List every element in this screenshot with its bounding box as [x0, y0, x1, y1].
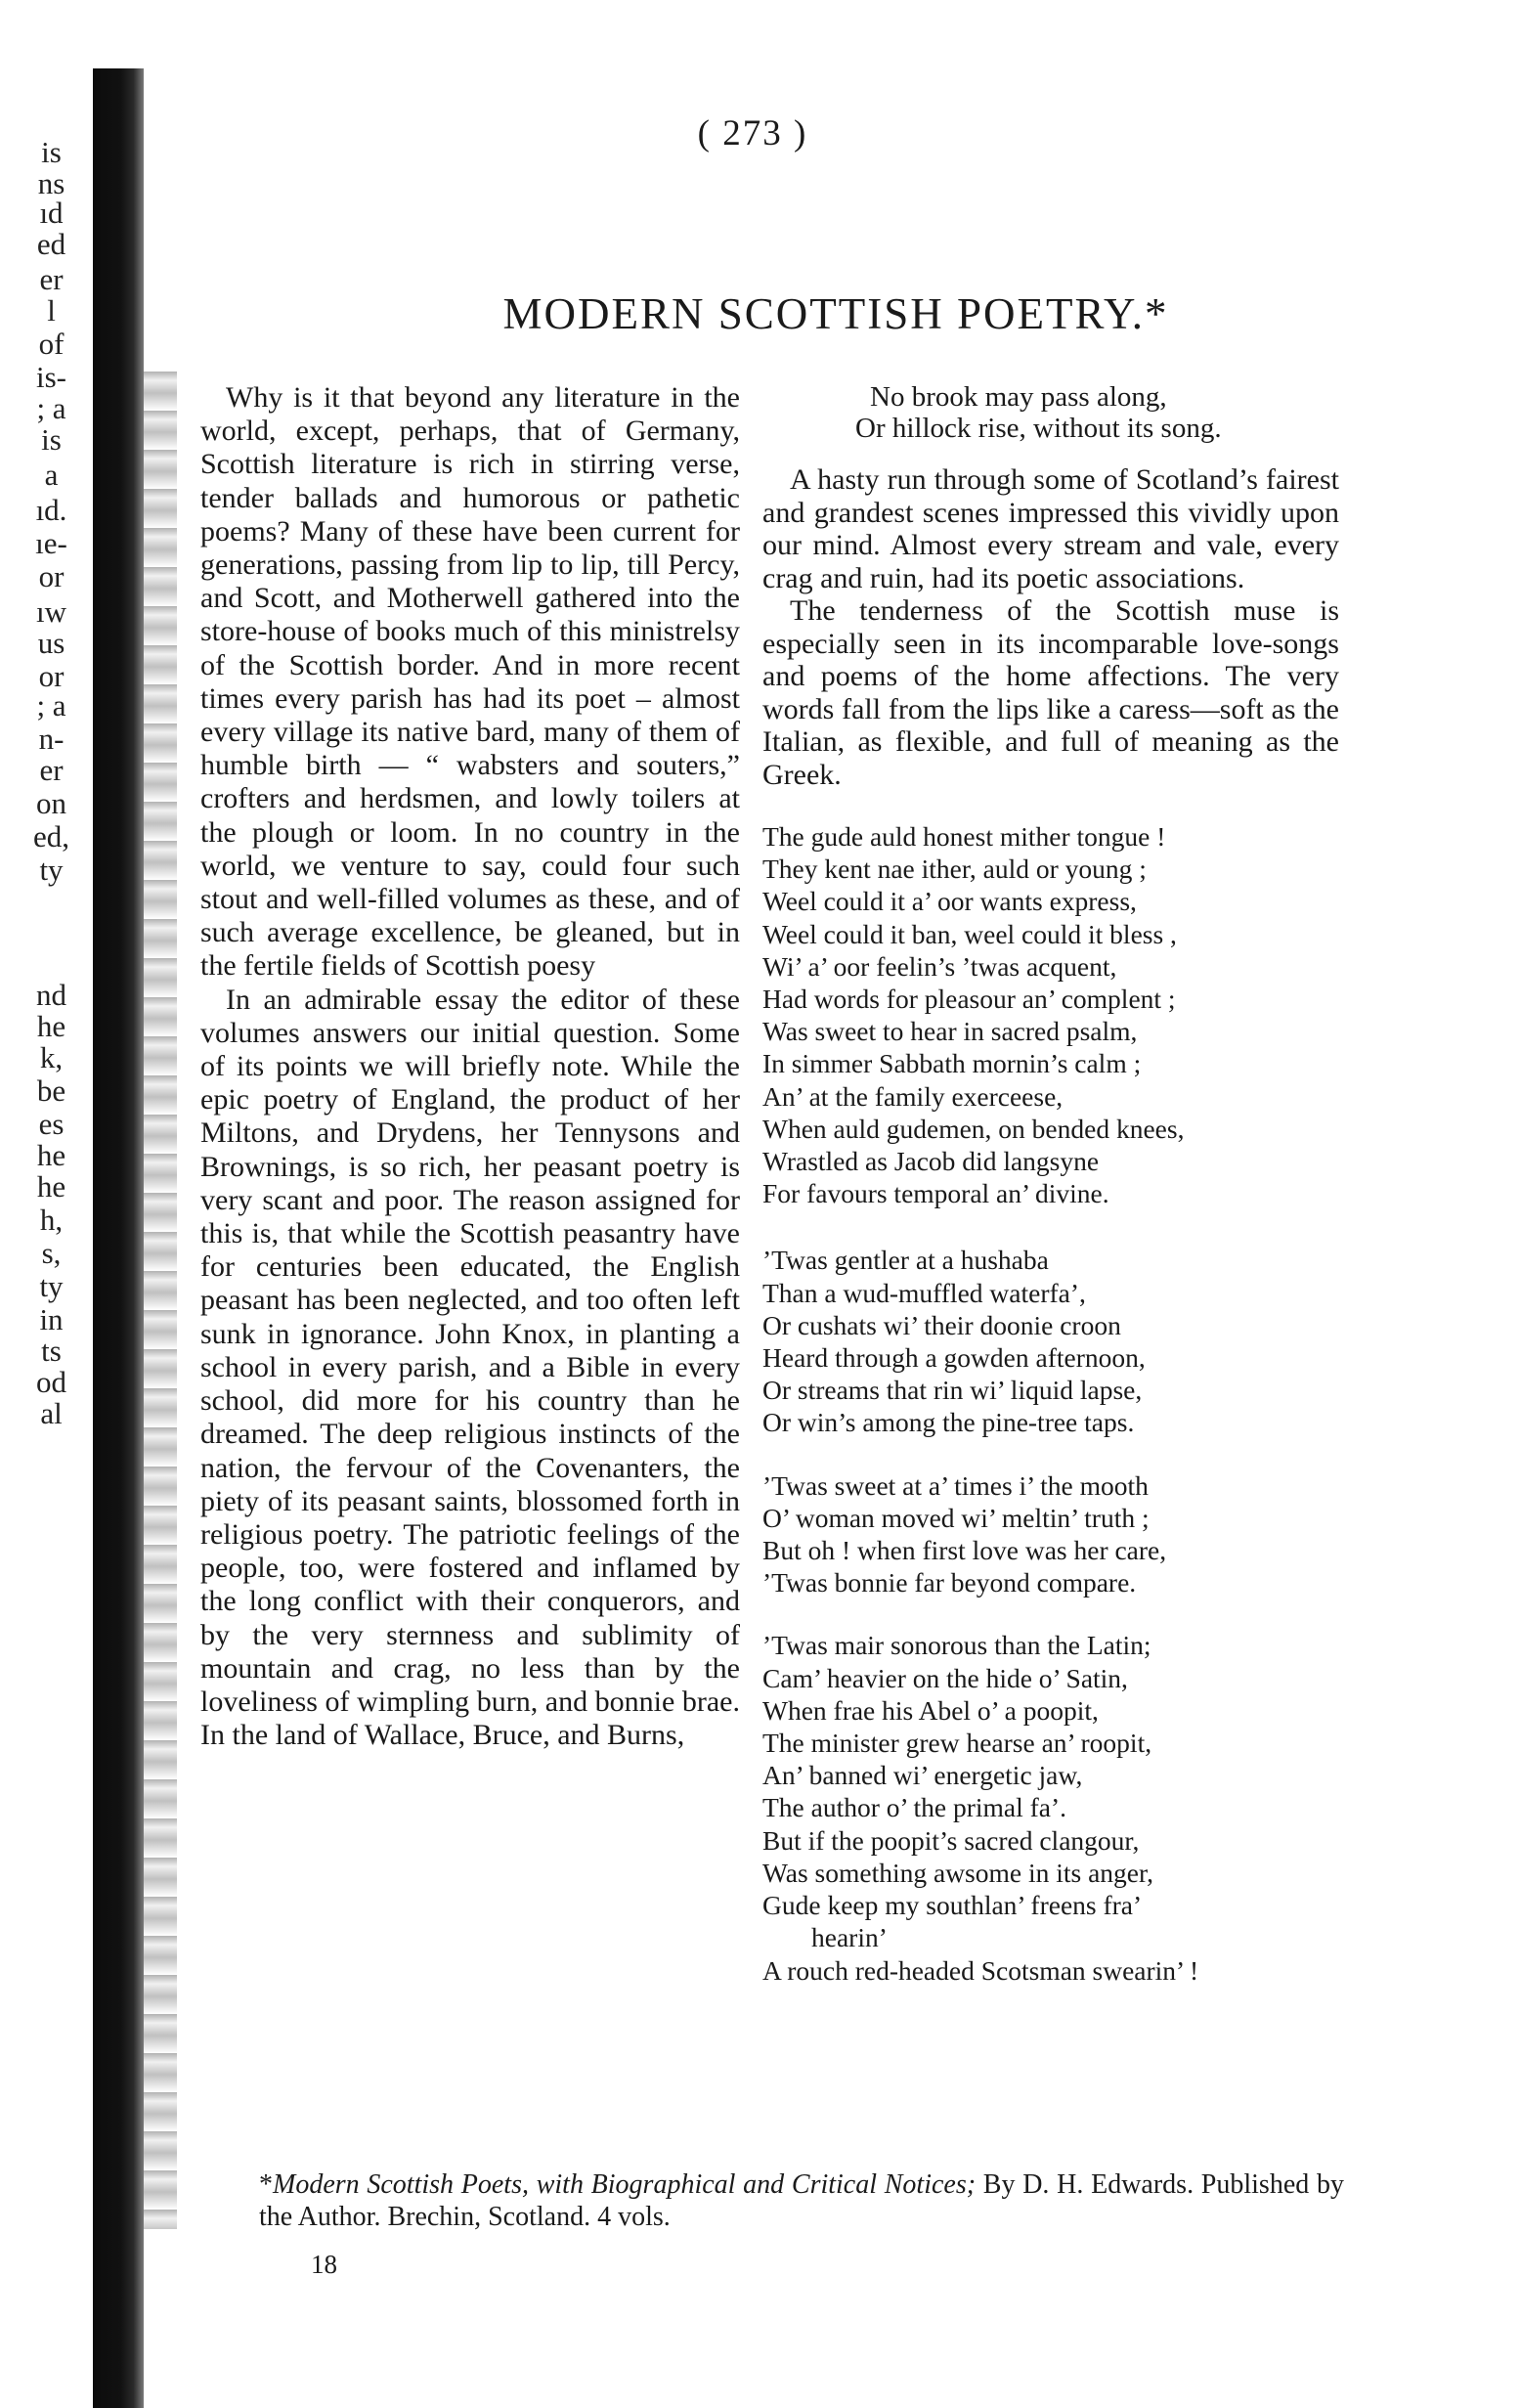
poem-line: The minister grew hearse an’ roopit,: [762, 1728, 1152, 1759]
facing-page-fragment: k,: [39, 1040, 64, 1074]
facing-page-fragment: ty: [39, 1269, 64, 1303]
poem-line: ’Twas bonnie far beyond compare.: [762, 1567, 1137, 1598]
poem-line: hearin’: [811, 1922, 888, 1953]
poem-line: Cam’ heavier on the hide o’ Satin,: [762, 1662, 1128, 1693]
facing-page-fragment: a: [44, 458, 59, 492]
article-title: MODERN SCOTTISH POETRY.*: [502, 289, 1169, 338]
facing-page-fragment: ıe-: [35, 526, 67, 560]
poem-stanza: [762, 1629, 1339, 1986]
binding-edge-texture: [144, 372, 177, 2229]
facing-page-fragment: in: [39, 1302, 64, 1336]
poem-line: Was something awsome in its anger,: [762, 1857, 1153, 1888]
facing-page-fragment: h,: [39, 1203, 64, 1237]
facing-page-fragment: he: [36, 1138, 66, 1172]
paragraph: Why is it that beyond any literature in the world, except, perhaps, that of Germany, Scottish literature is rich in stirring verse, tender ballads and humorous or pathetic poems? Many of these have been current for generations, passing from lip to lip, till Percy, and Scott, and Motherwell gathered into the store-house of books much of this ministrelsy of the Scottish border. And in more recent times every parish has had its poet – almost every village its native bard, many of them of humble birth — “ wabsters and souters,” crofters and herdsmen, and lowly toilers at the plough or loom. In no country in the world, we venture to say, could four such stout and well-filled volumes as these, and of such average excellence, be gleaned, but in the fertile fields of Scottish poesy: [200, 381, 740, 983]
facing-page-fragment: ; a: [36, 391, 66, 425]
facing-page-fragment: l: [47, 293, 56, 328]
facing-page-fragment: or: [38, 659, 65, 693]
paragraph: The tenderness of the Scottish muse is especially seen in its incomparable love-songs and poems of the home affections. The very words fall from the lips like a caress—soft as the Italian, as flexible, and full of meaning as the Greek.: [762, 594, 1339, 791]
facing-page-fragment: es: [38, 1107, 65, 1141]
footnote-details: By D. H. Edwards. Published by the Author. Brechin, Scotland. 4 vols.: [259, 2169, 1344, 2232]
poem-line: But oh ! when first love was her care,: [762, 1535, 1167, 1566]
left-column: [200, 381, 740, 1752]
epigraph-line: Or hillock rise, without its song.: [855, 413, 1222, 444]
facing-page-fragment: he: [36, 1169, 66, 1204]
poem-line: An’ at the family exerceese,: [762, 1080, 1064, 1112]
poem-line: The author o’ the primal fa’.: [762, 1792, 1067, 1823]
poem-line: Wi’ a’ oor feelin’s ’twas acquent,: [762, 950, 1117, 982]
poem-line: But if the poopit’s sacred clangour,: [762, 1824, 1140, 1856]
poem-stanza: [762, 1244, 1339, 1438]
poem-stanza: [762, 1469, 1339, 1599]
poem-line: Heard through a gowden afternoon,: [762, 1342, 1146, 1374]
facing-page-fragment: al: [40, 1396, 63, 1430]
poem-line: Weel could it ban, weel could it bless ,: [762, 918, 1177, 949]
poem-line: Had words for pleasour an’ complent ;: [762, 984, 1176, 1015]
paragraph: A hasty run through some of Scotland’s fairest and grandest scenes impressed this vividly upon our mind. Almost every stream and vale, every crag and ruin, had its poetic associations.: [762, 463, 1339, 594]
poem-line: Weel could it a’ oor wants express,: [762, 886, 1137, 917]
right-column: [762, 381, 1339, 1987]
signature-mark: 18: [311, 2250, 337, 2279]
facing-page-fragment: er: [39, 753, 64, 787]
facing-page-fragment: ns: [37, 166, 65, 200]
facing-page-fragment: ; a: [36, 688, 66, 722]
poem-line: They kent nae ither, auld or young ;: [762, 854, 1147, 885]
facing-page-fragment: of: [38, 327, 65, 361]
poem-line: O’ woman moved wi’ meltin’ truth ;: [762, 1502, 1150, 1533]
facing-page-fragment: er: [39, 262, 64, 296]
facing-page-fragment: ed: [36, 227, 66, 261]
facing-page-fragment: on: [36, 786, 66, 820]
poem-stanza: [762, 820, 1339, 1209]
facing-page-fragment: ed,: [32, 819, 69, 854]
poem-line: When frae his Abel o’ a poopit,: [762, 1694, 1099, 1726]
facing-page-fragment: s,: [41, 1236, 62, 1270]
facing-page-fragment: or: [38, 559, 65, 593]
footnote-marker: *: [259, 2169, 273, 2200]
facing-page-fragment: ty: [39, 853, 64, 887]
poem-line: Or cushats wi’ their doonie croon: [762, 1309, 1121, 1340]
poem-line: When auld gudemen, on bended knees,: [762, 1113, 1185, 1144]
facing-page-fragment: is-: [36, 360, 66, 394]
page-binding-shadow: [93, 68, 144, 2408]
poem-line: Or streams that rin wi’ liquid lapse,: [762, 1375, 1143, 1406]
poem-line: The gude auld honest mither tongue !: [762, 821, 1166, 852]
facing-page-fragment: ts: [41, 1334, 62, 1368]
poem-line: Or win’s among the pine-tree taps.: [762, 1407, 1135, 1438]
footnote-book-title: Modern Scottish Poets, with Biographical and Critical Notices;: [273, 2169, 977, 2200]
paragraph: In an admirable essay the editor of these volumes answers our initial question. Some of its points we will briefly note. While the epic poetry of England, the product of her Miltons, and Drydens, her Tennysons and Brownings, is so rich, her peasant poetry is very scant and poor. The reason assigned for this is, that while the Scottish peasantry have for centuries been educated, the English peasant has been neglected, and too often left sunk in ignorance. John Knox, in planting a school in every parish, and a Bible in every school, did more for his country than he dreamed. The deep religious instincts of the nation, the fervour of the Covenanters, the piety of its peasant saints, blossomed forth in religious poetry. The patriotic feelings of the people, too, were fostered and inflamed by the long conflict with their conquerors, and by the very sternness and sublimity of mountain and crag, no less than by the loveliness of wimpling burn, and bonnie brae. In the land of Wallace, Bruce, and Burns,: [200, 983, 740, 1752]
facing-page-fragment: ıw: [36, 594, 66, 629]
facing-page-fragment: is: [41, 135, 62, 169]
epigraph: [762, 381, 1339, 444]
poem-line: Was sweet to hear in sacred psalm,: [762, 1016, 1138, 1047]
poem-line: ’Twas gentler at a hushaba: [762, 1245, 1049, 1276]
poem-line: ’Twas sweet at a’ times i’ the mooth: [762, 1469, 1149, 1501]
facing-page-fragment: ıd.: [35, 493, 67, 527]
facing-page-fragment: nd: [36, 978, 66, 1012]
poem-line: Gude keep my southlan’ freens fra’: [762, 1890, 1143, 1921]
poem-line: For favours temporal an’ divine.: [762, 1178, 1109, 1209]
poem-line: An’ banned wi’ energetic jaw,: [762, 1760, 1083, 1791]
poem-line: Wrastled as Jacob did langsyne: [762, 1146, 1100, 1177]
poem-line: Than a wud-muffled waterfa’,: [762, 1277, 1086, 1308]
facing-page-fragment: be: [36, 1073, 66, 1108]
facing-page-fragment: is: [41, 422, 62, 457]
facing-page-fragment: he: [36, 1009, 66, 1043]
facing-page-fragment: ıd: [39, 196, 64, 230]
poem-line: In simmer Sabbath mornin’s calm ;: [762, 1048, 1142, 1079]
facing-page-fragment: od: [36, 1365, 66, 1399]
epigraph-line: No brook may pass along,: [870, 381, 1167, 413]
footnote: [259, 2168, 1344, 2233]
facing-page-fragment: n-: [38, 722, 65, 756]
facing-page-fragment: us: [37, 626, 65, 660]
poem-line: ’Twas mair sonorous than the Latin;: [762, 1630, 1151, 1661]
page-number: ( 273 ): [697, 113, 808, 153]
poem-line: A rouch red-headed Scotsman swearin’ !: [762, 1954, 1199, 1986]
